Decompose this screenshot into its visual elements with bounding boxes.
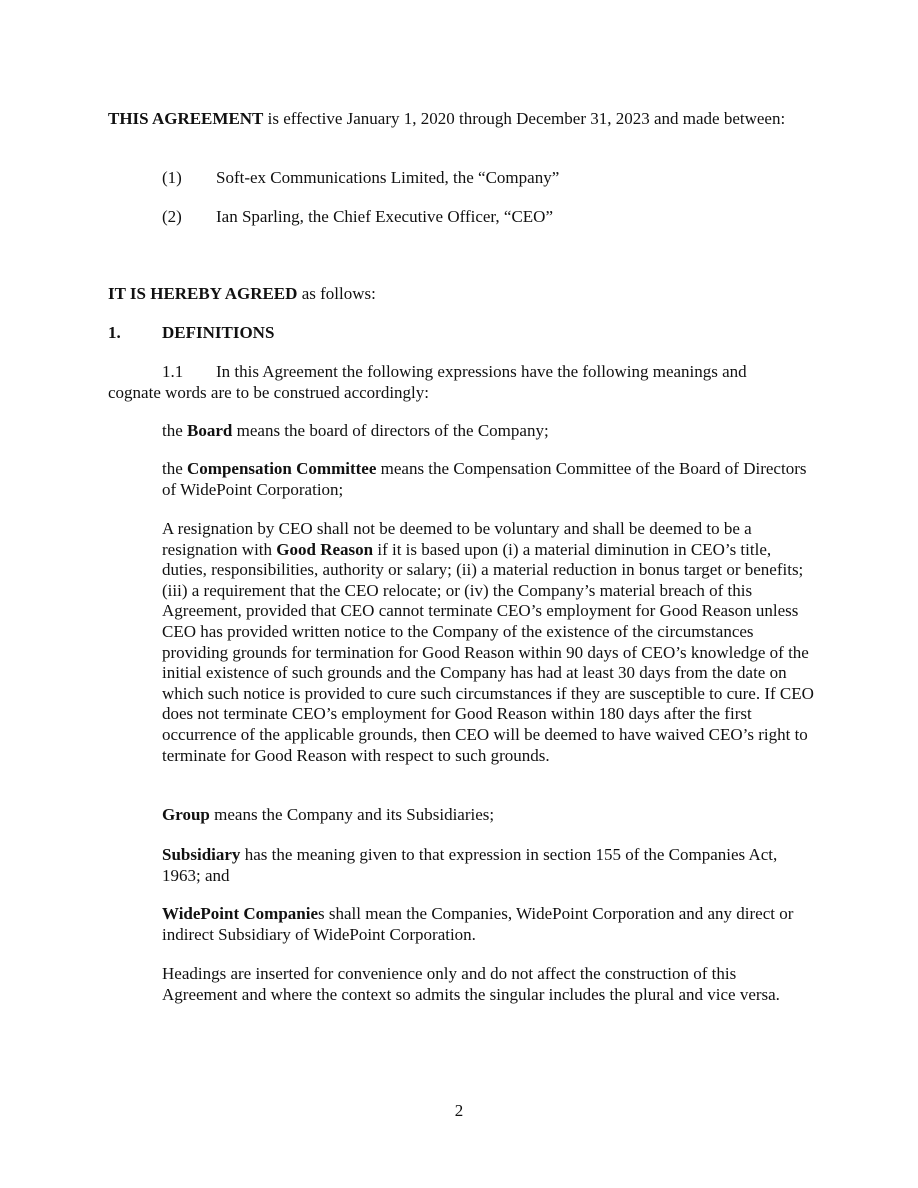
agreed-bold: IT IS HEREBY AGREED (108, 284, 298, 303)
agreed-text: as follows: (297, 284, 376, 303)
definition-widepoint-term: WidePoint Companie (162, 904, 319, 923)
party-1-number: (1) (162, 168, 182, 187)
clause-1-1 (108, 362, 798, 403)
definition-widepoint-companies (162, 904, 812, 945)
definition-subsidiary-text: has the meaning given to that expression in section 155 of the Companies Act, 1963; and (162, 845, 778, 885)
headings-clause (162, 964, 812, 1005)
definition-compensation-term: Compensation Committee (187, 459, 377, 478)
definition-compensation-text: means the Compensation Committee of the Board of Directors of WidePoint Corporation; (162, 459, 807, 499)
definition-compensation-committee (162, 459, 812, 500)
clause-1-1-text: In this Agreement the following expressions have the following meanings and cognate words are to be construed accordingly: (108, 362, 747, 402)
agreed-paragraph (108, 284, 788, 305)
intro-paragraph (108, 109, 788, 130)
intro-text: is effective January 1, 2020 through December 31, 2023 and made between: (263, 109, 786, 128)
definition-board-term: Board (187, 421, 233, 440)
party-1-text: Soft-ex Communications Limited, the “Company” (216, 168, 560, 187)
party-1 (162, 168, 802, 189)
definition-board-pre: the (162, 421, 188, 440)
section-1-number: 1. (108, 323, 121, 342)
party-2-number: (2) (162, 207, 182, 226)
definition-good-reason-text: if it is based upon (i) a material diminution in CEO’s title, duties, responsibilities, authority or salary; (ii) a material reduction in bonus target or benefits; (iii) a requirement that the CEO relocate; or (iv) the Company’s material breach of this Agreement, provided that CEO cannot terminate CEO’s employment for Good Reason unless CEO has provided written notice to the Company of the existence of the circumstances providing grounds for termination for Good Reason within 90 days of CEO’s knowledge of the initial existence of such grounds and the Company has had at least 30 days from the date on which such notice is provided to cure such circumstances if they are susceptible to cure. If CEO does not terminate CEO’s employment for Good Reason within 180 days after the first occurrence of the applicable grounds, then CEO will be deemed to have waived CEO’s right to terminate for Good Reason with respect to such grounds. (162, 539, 814, 765)
definition-group-term: Group (162, 805, 210, 824)
party-2 (162, 207, 802, 228)
definition-group-text: means the Company and its Subsidiaries; (209, 805, 495, 824)
definition-group (162, 805, 812, 826)
definition-compensation-pre: the (162, 459, 188, 478)
party-2-text: Ian Sparling, the Chief Executive Officer, “CEO” (216, 207, 553, 226)
section-1-heading (108, 323, 788, 344)
clause-1-1-number: 1.1 (162, 362, 184, 381)
definition-board-text: means the board of directors of the Company; (232, 421, 549, 440)
definition-subsidiary (162, 845, 812, 886)
section-1-title: DEFINITIONS (162, 323, 275, 342)
definition-subsidiary-term: Subsidiary (162, 845, 241, 864)
intro-bold: THIS AGREEMENT (108, 109, 264, 128)
definition-good-reason (162, 519, 817, 766)
definition-good-reason-term: Good Reason (276, 539, 374, 559)
definition-widepoint-text: s shall mean the Companies, WidePoint Corporation and any direct or indirect Subsidiary of WidePoint Corporation. (162, 904, 794, 944)
headings-clause-text: Headings are inserted for convenience only and do not affect the construction of this Agreement and where the context so admits the singular includes the plural and vice versa. (162, 964, 780, 1004)
page-number: 2 (454, 1101, 464, 1120)
definition-board (162, 421, 812, 442)
definition-good-reason-pre: A resignation by CEO shall not be deemed to be voluntary and shall be deemed to be a resignation with (162, 519, 752, 559)
